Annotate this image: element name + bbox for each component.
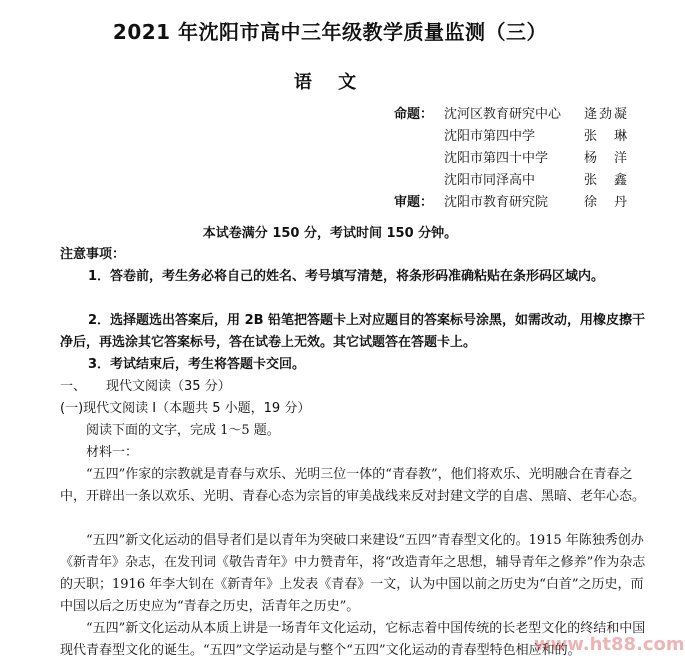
credit-row [394, 126, 656, 148]
notice-item: 3．考试结束后，考生将答题卡交回。 [88, 357, 306, 372]
credit-name: 张 琳 [584, 129, 630, 144]
notice-item: 2．选择题选出答案后，用 2B 铅笔把答题卡上对应题目的答案标号涂黑，如需改动，用橡皮擦干净后，再选涂其它答案标号，答在试卷上无效。其它试题答在答题卡上。 [60, 313, 646, 350]
section-heading [60, 376, 650, 398]
credit-row [394, 104, 656, 126]
credit-row [394, 192, 656, 214]
material-label: 材料一： [86, 445, 139, 460]
passage-paragraph: “五四”新文化运动从本质上讲是一场青年文化运动，它标志着中国传统的长老型文化的终结和中国现代青春型文化的诞生。“五四”文学运动是与整个“五四”文化运动的青春型特色相应和的。 [60, 621, 646, 658]
credit-name: 逄劲凝 [584, 107, 630, 122]
credit-name: 徐 丹 [584, 195, 630, 210]
notice-item: 1．答卷前，考生务必将自己的姓名、考号填写清楚，将条形码准确粘贴在条形码区域内。 [88, 269, 605, 284]
section-title: 现代文阅读（35 分） [106, 379, 231, 394]
credit-role: 命题： [394, 107, 434, 122]
subsection-heading: (一)现代文阅读 I（本题共 5 小题，19 分） [60, 401, 311, 416]
notice-heading: 注意事项： [60, 247, 126, 262]
credit-name: 杨 洋 [584, 151, 630, 166]
section-number: 一、 [60, 379, 87, 394]
credit-org: 沈河区教育研究中心 [444, 107, 562, 122]
site-watermark: www.ht88.com [534, 634, 685, 655]
instruction-text: 阅读下面的文字，完成 1～5 题。 [86, 423, 280, 438]
exam-info: 本试卷满分 150 分，考试时间 150 分钟。 [202, 226, 458, 241]
passage-paragraph: “五四”作家的宗教就是青春与欢乐、光明三位一体的“青春教”，他们将欢乐、光明融合在青春之中，开辟出一条以欢乐、光明、青春心态为宗旨的审美战线来反对封建文学的自虐、黑暗、老年心态。 [60, 467, 646, 504]
credit-org: 沈阳市同泽高中 [444, 173, 536, 188]
credit-org: 沈阳市教育研究院 [444, 195, 549, 210]
subject-title: 语 文 [293, 72, 367, 93]
credit-name: 张 鑫 [584, 173, 630, 188]
credits-block [394, 104, 656, 214]
credit-role: 审题： [394, 195, 434, 210]
credit-row [394, 148, 656, 170]
exam-title: 2021 年沈阳市高中三年级教学质量监测（三） [112, 20, 548, 44]
passage-paragraph: “五四”新文化运动的倡导者们是以青年为突破口来建设“五四”青春型文化的。1915 年陈独秀创办《新青年》杂志，在发刊词《敬告青年》中力赞青年，将“改造青年之思想，辅导青年之修养”作为杂志的天职；1916 年李大钊在《新青年》上发表《青春》一文，认为中国以前之历史为“白首”之历史，而中国以后之历史应为“青春之历史，活青年之历史”。 [60, 533, 646, 614]
credit-row [394, 170, 656, 192]
credit-org: 沈阳市第四中学 [444, 129, 536, 144]
credit-org: 沈阳市第四十中学 [444, 151, 549, 166]
